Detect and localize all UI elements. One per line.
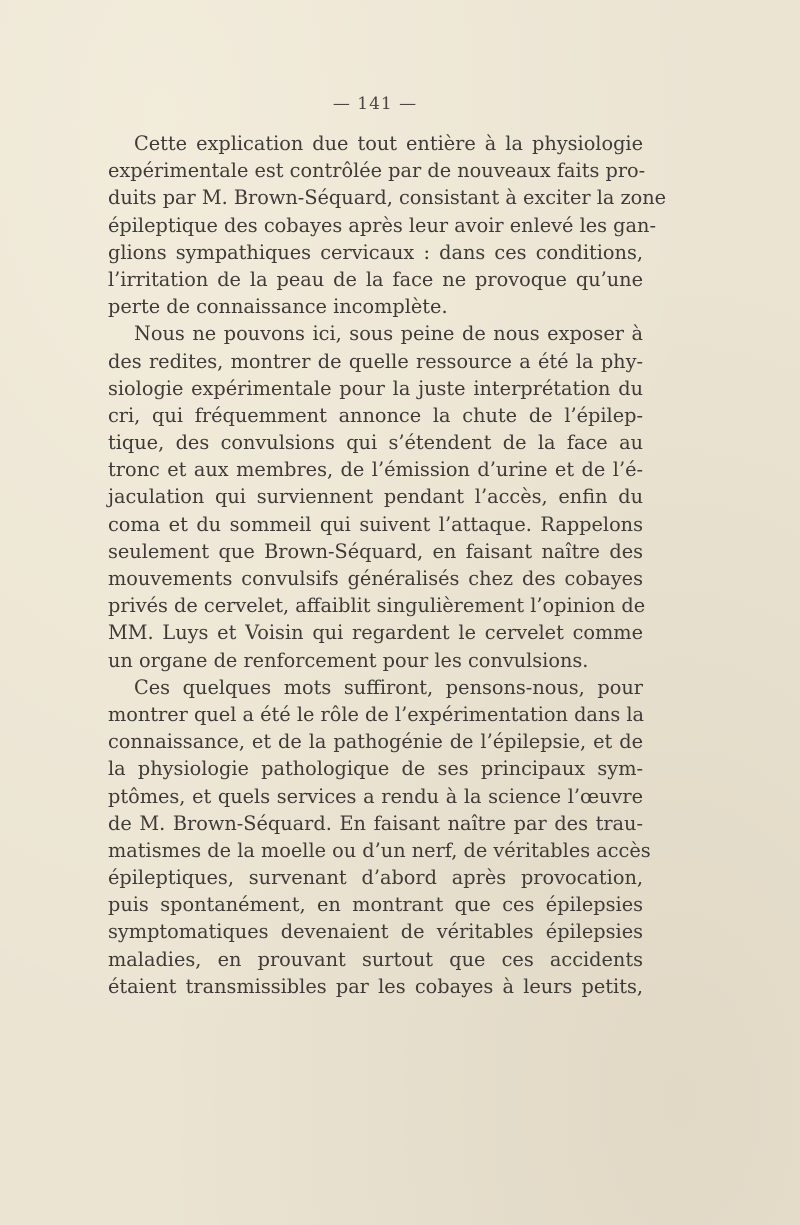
text-line: MM. Luys et Voisin qui regardent le cervelet comme (108, 621, 643, 645)
text-line: privés de cervelet, affaiblit singulièrement l’opinion de (108, 594, 646, 618)
page-number: — 141 — (332, 94, 418, 114)
text-line: jaculation qui surviennent pendant l’accès, enfin du (108, 485, 643, 509)
text-line: étaient transmissibles par les cobayes à leurs petits, (108, 974, 643, 998)
text-line: maladies, en prouvant surtout que ces accidents (108, 947, 643, 971)
text-line: tronc et aux membres, de l’émission d’urine et de l’é- (108, 458, 643, 482)
text-line: symptomatiques devenaient de véritables épilepsies (108, 920, 643, 944)
text-line: Nous ne pouvons ici, sous peine de nous exposer à (134, 322, 643, 346)
text-line: duits par M. Brown-Séquard, consistant à exciter la zone (108, 186, 667, 210)
text-line: siologie expérimentale pour la juste interprétation du (108, 376, 643, 400)
text-line: épileptique des cobayes après leur avoir enlevé les gan- (108, 213, 656, 237)
text-line: tique, des convulsions qui s’étendent de la face au (108, 431, 643, 455)
text-line: l’irritation de la peau de la face ne provoque qu’une (108, 267, 643, 291)
text-line: Cette explication due tout entière à la physiologie (134, 132, 643, 155)
body-text (108, 130, 667, 1000)
text-line: ptômes, et quels services a rendu à la science l’œuvre (108, 784, 643, 808)
text-line: mouvements convulsifs généralisés chez des cobayes (108, 567, 643, 590)
text-line: coma et du sommeil qui suivent l’attaque. Rappelons (108, 512, 643, 536)
text-line: la physiologie pathologique de ses principaux sym- (108, 757, 643, 781)
text-line: Ces quelques mots suffiront, pensons-nous, pour (134, 675, 643, 699)
text-line: connaissance, et de la pathogénie de l’épilepsie, et de (108, 730, 643, 754)
text-line: épileptiques, survenant d’abord après provocation, (108, 866, 643, 890)
text-line: expérimentale est contrôlée par de nouveaux faits pro- (108, 159, 646, 183)
text-line: des redites, montrer de quelle ressource a été la phy- (108, 349, 643, 373)
text-line: perte de connaissance incomplète. (108, 295, 448, 319)
text-line: montrer quel a été le rôle de l’expérimentation dans la (108, 702, 645, 726)
text-line: de M. Brown-Séquard. En faisant naître par des trau- (108, 811, 643, 835)
text-line: matismes de la moelle ou d’un nerf, de véritables accès (108, 838, 651, 862)
text-line: glions sympathiques cervicaux : dans ces conditions, (108, 240, 643, 264)
text-line: un organe de renforcement pour les convulsions. (108, 648, 589, 672)
text-line: seulement que Brown-Séquard, en faisant naître des (108, 539, 643, 563)
text-line: puis spontanément, en montrant que ces épilepsies (108, 893, 643, 917)
text-line: cri, qui fréquemment annonce la chute de l’épilep- (108, 403, 643, 427)
